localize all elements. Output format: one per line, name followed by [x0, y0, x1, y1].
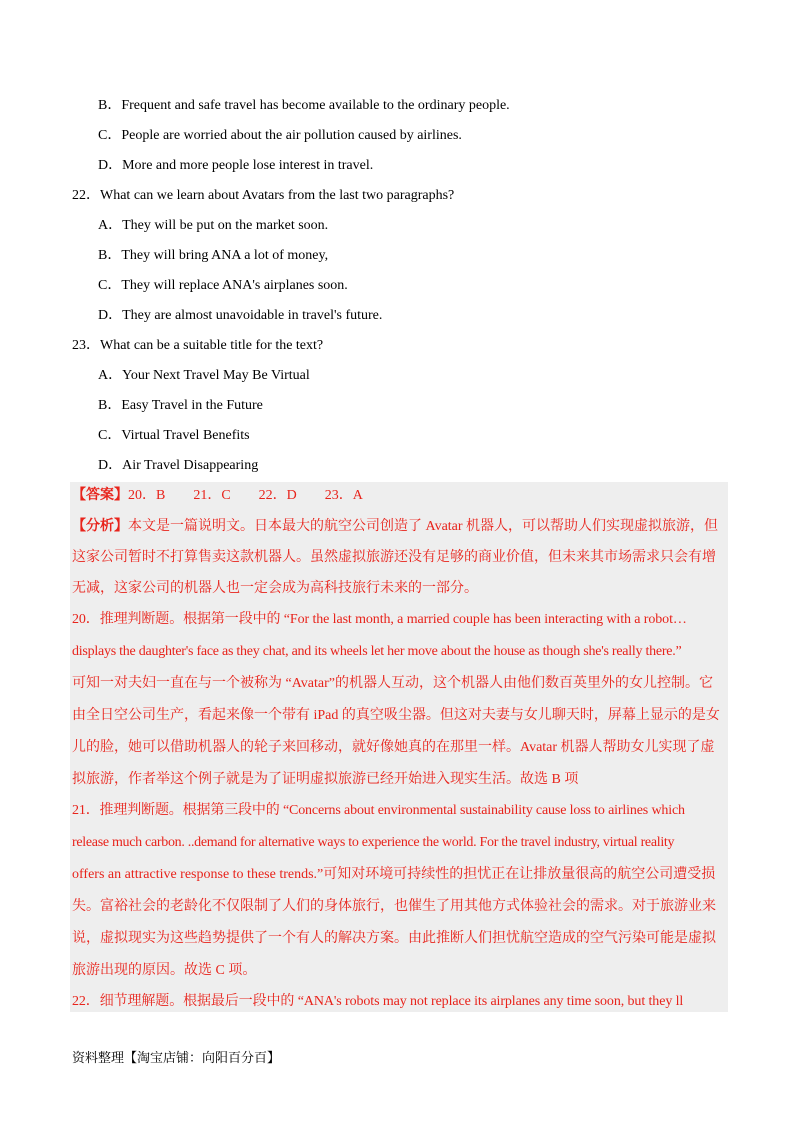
analysis-line: 无减，这家公司的机器人也一定会成为高科技旅行未来的一部分。: [72, 581, 478, 596]
analysis-line: release much carbon. ..demand for alternative ways to experience the world. For the travel industry, virtual reality: [72, 835, 675, 850]
q22-stem: 22．What can we learn about Avatars from the last two paragraphs?: [72, 188, 455, 203]
analysis-line: offers an attractive response to these trends.”可知对环境可持续性的担忧正在让排放量很高的航空公司遭受损: [72, 867, 716, 882]
q23-option-c: C．Virtual Travel Benefits: [98, 428, 250, 443]
analysis-line: 说，虚拟现实为这些趋势提供了一个有人的解决方案。由此推断人们担忧航空造成的空气污染可能是虚拟: [72, 931, 716, 946]
q22-option-a: A．They will be put on the market soon.: [98, 218, 329, 233]
q21-option-d: D．More and more people lose interest in travel.: [98, 158, 374, 173]
analysis-line: 由全日空公司生产，看起来像一个带有 iPad 的真空吸尘器。但这对夫妻与女儿聊天时，屏幕上显示的是女: [72, 708, 720, 723]
analysis-line: 21．推理判断题。根据第三段中的 “Concerns about environmental sustainability cause loss to airlines which: [72, 803, 685, 818]
page-footer: 资料整理【淘宝店铺：向阳百分百】: [72, 1050, 281, 1065]
analysis-line: 拟旅游，作者举这个例子就是为了证明虚拟旅游已经开始进入现实生活。故选 B 项: [72, 772, 579, 787]
answer-key-values: 20．B 21．C 22．D 23．A: [128, 488, 363, 503]
q23-option-b: B．Easy Travel in the Future: [98, 398, 263, 413]
q23-option-a: A．Your Next Travel May Be Virtual: [98, 368, 310, 383]
analysis-line: 可知一对夫妇一直在与一个被称为 “Avatar”的机器人互动，这个机器人由他们数百英里外的女儿控制。它: [72, 676, 713, 691]
analysis-line-1: [72, 518, 718, 536]
analysis-label: 【分析】: [72, 519, 128, 534]
q21-option-c: C．People are worried about the air pollution caused by airlines.: [98, 128, 462, 143]
q21-option-b: B．Frequent and safe travel has become available to the ordinary people.: [98, 98, 510, 113]
q22-option-c: C．They will replace ANA's airplanes soon.: [98, 278, 348, 293]
analysis-line: 儿的脸，她可以借助机器人的轮子来回移动，就好像她真的在那里一样。Avatar 机器人帮助女儿实现了虚: [72, 740, 715, 755]
answer-key-label: 【答案】: [72, 488, 128, 503]
analysis-line: 20．推理判断题。根据第一段中的 “For the last month, a married couple has been interacting with a robot…: [72, 612, 687, 627]
answer-key-line: [72, 487, 363, 505]
analysis-line: 22．细节理解题。根据最后一段中的 “ANA's robots may not replace its airplanes any time soon, but they ll: [72, 994, 684, 1009]
analysis-line: 失。富裕社会的老龄化不仅限制了人们的身体旅行，也催生了用其他方式体验社会的需求。对于旅游业来: [72, 899, 716, 914]
q22-option-b: B．They will bring ANA a lot of money,: [98, 248, 329, 263]
q23-stem: 23．What can be a suitable title for the text?: [72, 338, 324, 353]
q23-option-d: D．Air Travel Disappearing: [98, 458, 259, 473]
analysis-line: 这家公司暂时不打算售卖这款机器人。虽然虚拟旅游还没有足够的商业价值，但未来其市场需求只会有增: [72, 550, 716, 565]
analysis-line: 旅游出现的原因。故选 C 项。: [72, 963, 257, 978]
q22-option-d: D．They are almost unavoidable in travel's future.: [98, 308, 383, 323]
analysis-text-1: 本文是一篇说明文。日本最大的航空公司创造了 Avatar 机器人，可以帮助人们实现虚拟旅游，但: [128, 519, 719, 534]
analysis-line: displays the daughter's face as they chat, and its wheels let her move about the house as though she's really there.”: [72, 644, 682, 659]
